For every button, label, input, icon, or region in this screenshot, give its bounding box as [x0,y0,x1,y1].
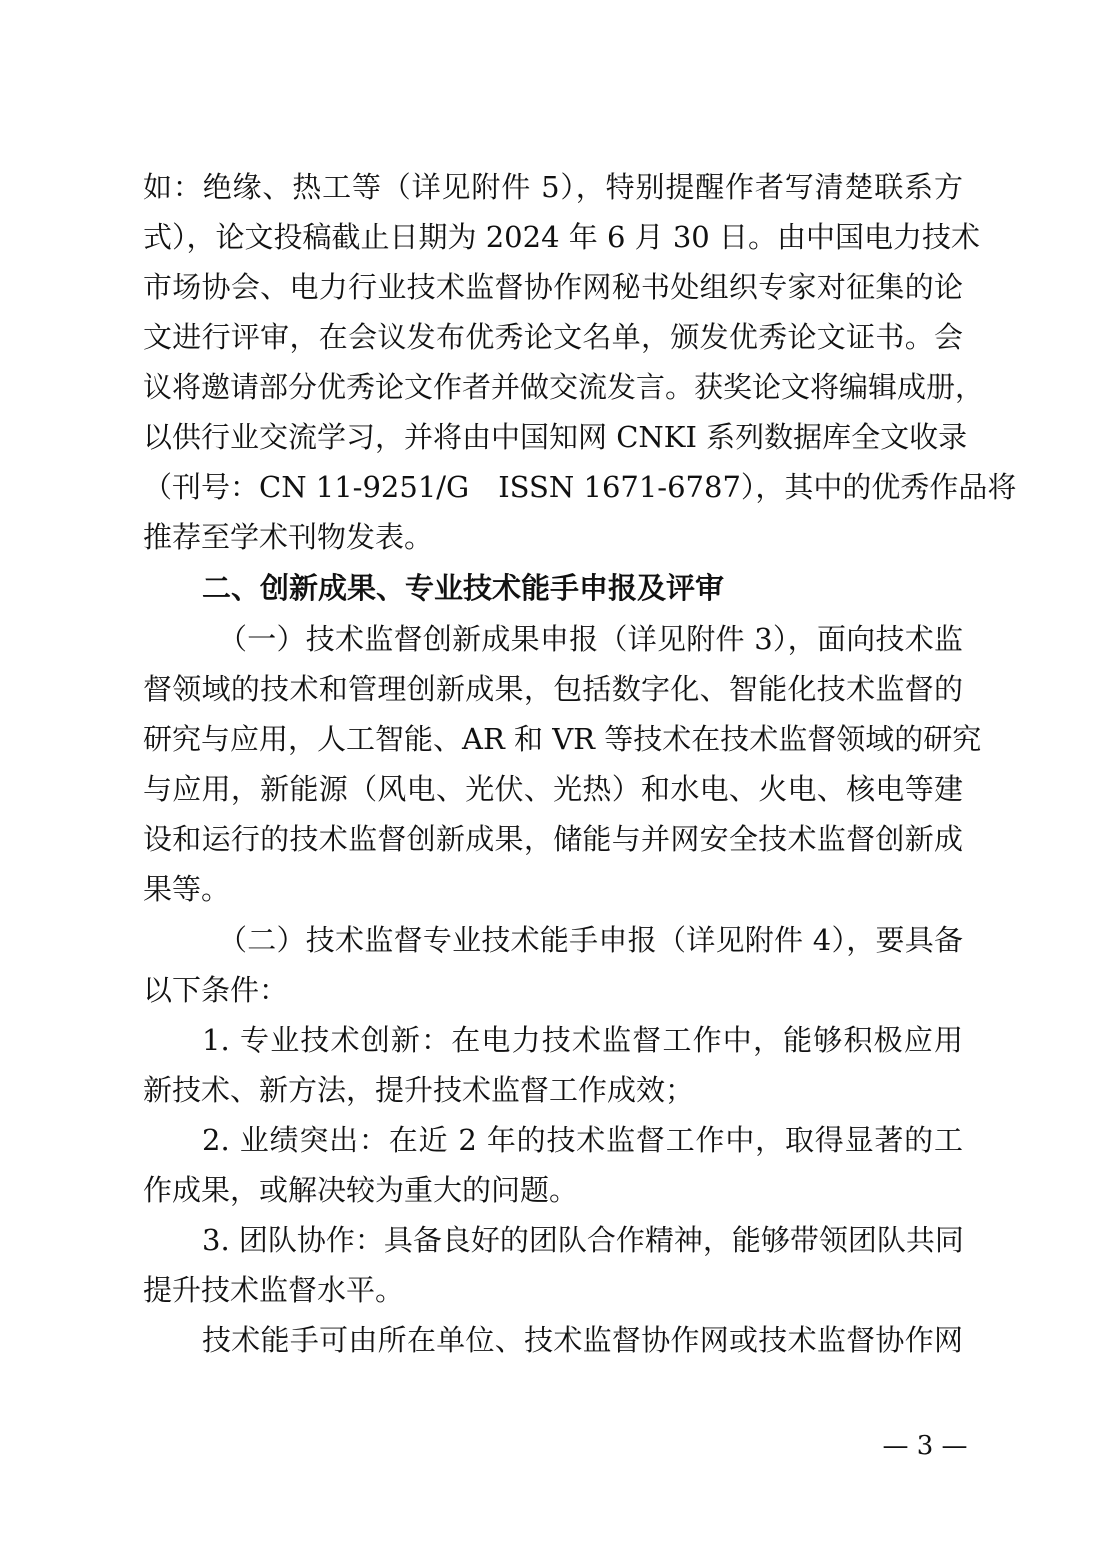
page-number: — 3 — [882,1431,968,1461]
text-line: 推荐至学术刊物发表。 [143,520,434,554]
text-line: （刊号：CN 11-9251/G ISSN 1671-6787），其中的优秀作品将 [143,470,1017,504]
text-line: （一）技术监督创新成果申报（详见附件 3），面向技术监 [218,622,963,656]
list-item-line: 新技术、新方法，提升技术监督工作成效； [143,1073,695,1107]
section-heading: 二、创新成果、专业技术能手申报及评审 [202,571,725,605]
text-line: 果等。 [143,872,231,906]
text-line: 市场协会、电力行业技术监督协作网秘书处组织专家对征集的论 [143,270,963,304]
text-line: 设和运行的技术监督创新成果，储能与并网安全技术监督创新成 [143,822,963,856]
list-item-line: 1. 专业技术创新：在电力技术监督工作中，能够积极应用 [202,1023,963,1057]
text-line: 研究与应用，人工智能、AR 和 VR 等技术在技术监督领域的研究 [143,722,982,756]
text-line: 文进行评审，在会议发布优秀论文名单，颁发优秀论文证书。会 [143,320,963,354]
text-line: （二）技术监督专业技术能手申报（详见附件 4），要具备 [218,923,963,957]
text-line: 议将邀请部分优秀论文作者并做交流发言。获奖论文将编辑成册， [143,370,985,404]
text-line: 督领域的技术和管理创新成果，包括数字化、智能化技术监督的 [143,672,963,706]
list-item-line: 3. 团队协作：具备良好的团队合作精神，能够带领团队共同 [202,1223,964,1257]
text-line: 以下条件： [143,973,289,1007]
text-line: 以供行业交流学习，并将由中国知网 CNKI 系列数据库全文收录 [143,420,968,454]
text-line: 技术能手可由所在单位、技术监督协作网或技术监督协作网 [202,1323,963,1357]
list-item-line: 提升技术监督水平。 [143,1273,405,1307]
text-line: 如：绝缘、热工等（详见附件 5），特别提醒作者写清楚联系方 [143,170,963,204]
list-item-line: 2. 业绩突出：在近 2 年的技术监督工作中，取得显著的工 [202,1123,963,1157]
text-line: 式），论文投稿截止日期为 2024 年 6 月 30 日。由中国电力技术 [143,220,980,254]
text-line: 与应用，新能源（风电、光伏、光热）和水电、火电、核电等建 [143,772,963,806]
list-item-line: 作成果，或解决较为重大的问题。 [143,1173,579,1207]
